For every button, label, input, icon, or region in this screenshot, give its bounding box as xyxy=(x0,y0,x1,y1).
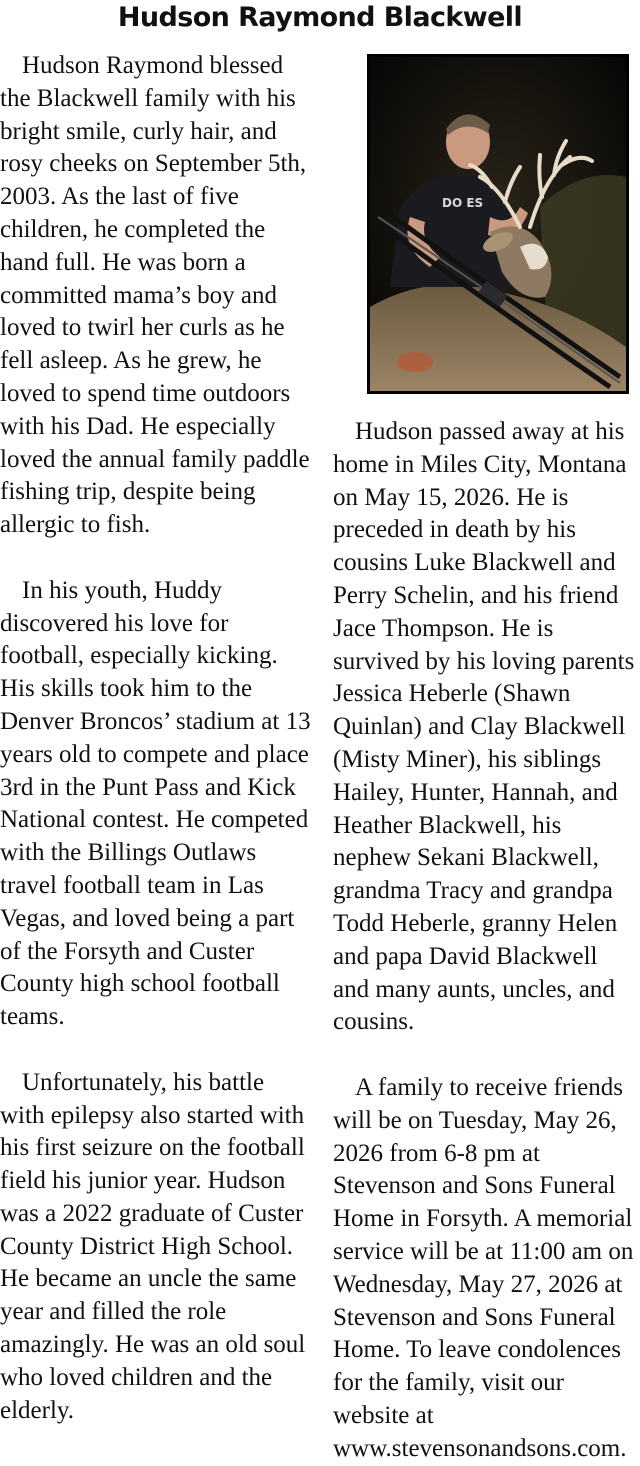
svg-text:DO ES: DO ES xyxy=(442,196,484,210)
paragraph-epilepsy: Unfortunately, his battle with epilepsy also started with his first seizure on the football field his junior year. Hudson was a 2022 graduate of Custer County District High School. He became an uncle the same year and filled the role amazingly. He was an old soul who loved children and the elderly. xyxy=(0,1068,306,1424)
obituary-title: Hudson Raymond Blackwell xyxy=(117,2,523,33)
paragraph-survivors: Hudson passed away at his home in Miles City, Montana on May 15, 2026. He is preceded in death by his cousins Luke Blackwell and Perry Schelin, and his friend Jace Thompson. He is survived by his loving parents Jessica Heberle (Shawn Quinlan) and Clay Blackwell (Misty Miner), his siblings Hailey, Hunter, Hannah, and Heather Blackwell, his nephew Sekani Blackwell, grandma Tracy and grandpa Todd Heberle, granny Helen and papa David Blackwell and many aunts, uncles, and cousins. xyxy=(333,418,635,1036)
portrait-with-deer-photo-icon xyxy=(370,57,626,391)
right-column xyxy=(333,416,638,1466)
paragraph-youth: In his youth, Huddy discovered his love for football, especially kicking. His skills took him to the Denver Broncos’ stadium at 13 years old to compete and place 3rd in the Punt Pass and Kick National contest. He competed with the Billings Outlaws travel football team in Las Vegas, and loved being a part of the Forsyth and Custer County high school football teams. xyxy=(0,576,311,1031)
paragraph-services: A family to receive friends will be on Tuesday, May 26, 2026 from 6-8 pm at Stevenson and Sons Funeral Home in Forsyth. A memorial service will be at 11:00 am on Wednesday, May 27, 2026 at Stevenson and Sons Funeral Home. To leave condolences for the family, visit our website at www.stevensonandsons.com. xyxy=(333,1073,634,1462)
paragraph-birth: Hudson Raymond blessed the Blackwell family with his bright smile, curly hair, and rosy cheeks on September 5th, 2003. As the last of five children, he completed the hand full. He was born a committed mama’s boy and loved to twirl her curls as he fell asleep. As he grew, he loved to spend time outdoors with his Dad. He especially loved the annual family paddle fishing trip, despite being allergic to fish. xyxy=(0,52,310,539)
memorial-photo xyxy=(367,54,629,394)
left-column xyxy=(0,50,312,1427)
